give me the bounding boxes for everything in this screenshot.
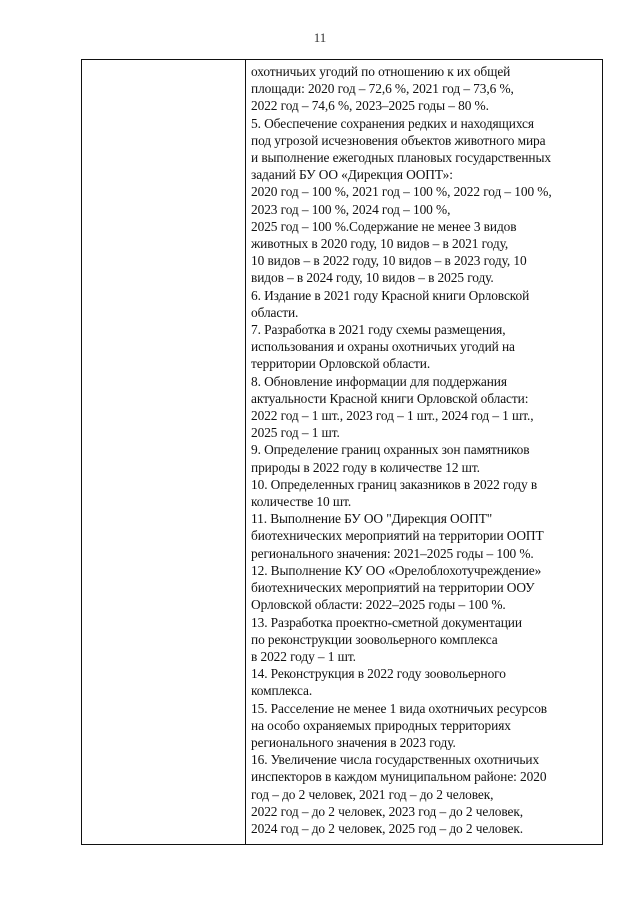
table-left-cell: [82, 60, 246, 844]
text-line: 2025 год – 1 шт.: [251, 425, 340, 441]
text-line: области.: [251, 304, 299, 320]
text-line: регионального значения: 2021–2025 годы – 100 %.: [251, 545, 534, 561]
text-line: заданий БУ ОО «Дирекция ООПТ»:: [251, 167, 453, 183]
text-line: 15. Расселение не менее 1 вида охотничьих ресурсов: [251, 700, 548, 716]
text-line: 2024 год – до 2 человек, 2025 год – до 2 человек.: [251, 820, 524, 836]
text-line: 10 видов – в 2022 году, 10 видов – в 2023 году, 10: [251, 253, 527, 269]
text-line: 12. Выполнение КУ ОО «Орелоблохотучреждение»: [251, 562, 542, 578]
text-line: 6. Издание в 2021 году Красной книги Орловской: [251, 287, 530, 303]
text-line: в 2022 году – 1 шт.: [251, 648, 356, 664]
text-line: 7. Разработка в 2021 году схемы размещения,: [251, 322, 506, 338]
text-line: комплекса.: [251, 683, 313, 699]
text-line: территории Орловской области.: [251, 356, 431, 372]
text-line: 2025 год – 100 %.Содержание не менее 3 видов: [251, 218, 517, 234]
text-line: под угрозой исчезновения объектов животного мира: [251, 132, 546, 148]
text-line: 11. Выполнение БУ ОО "Дирекция ООПТ": [251, 511, 493, 527]
text-line: 2022 год – 74,6 %, 2023–2025 годы – 80 %.: [251, 98, 489, 114]
text-line: природы в 2022 году в количестве 12 шт.: [251, 459, 480, 475]
table-right-cell: [246, 60, 602, 844]
text-line: регионального значения в 2023 году.: [251, 734, 456, 750]
text-line: 16. Увеличение числа государственных охотничьих: [251, 752, 540, 768]
text-line: 14. Реконструкция в 2022 году зоовольерного: [251, 666, 506, 682]
text-line: количестве 10 шт.: [251, 494, 352, 510]
text-line: по реконструкции зоовольерного комплекса: [251, 631, 498, 647]
text-line: 9. Определение границ охранных зон памятников: [251, 442, 530, 458]
page-number: 11: [313, 30, 327, 45]
text-line: 2022 год – до 2 человек, 2023 год – до 2 человек,: [251, 803, 524, 819]
text-line: год – до 2 человек, 2021 год – до 2 человек,: [251, 786, 494, 802]
text-line: 13. Разработка проектно-сметной документации: [251, 614, 522, 630]
document-table: [81, 59, 603, 845]
text-line: Орловской области: 2022–2025 годы – 100 %.: [251, 597, 506, 613]
text-line: охотничьих угодий по отношению к их общей: [251, 64, 511, 79]
text-line: животных в 2020 году, 10 видов – в 2021 году,: [251, 236, 509, 252]
text-line: видов – в 2024 году, 10 видов – в 2025 году.: [251, 270, 494, 286]
text-line: 5. Обеспечение сохранения редких и находящихся: [251, 115, 534, 131]
text-line: 2022 год – 1 шт., 2023 год – 1 шт., 2024 год – 1 шт.,: [251, 408, 534, 424]
text-line: площади: 2020 год – 72,6 %, 2021 год – 73,6 %,: [251, 81, 514, 97]
text-line: 2020 год – 100 %, 2021 год – 100 %, 2022 год – 100 %,: [251, 184, 552, 200]
text-line: и выполнение ежегодных плановых государственных: [251, 150, 551, 166]
text-line: инспекторов в каждом муниципальном районе: 2020: [251, 769, 547, 785]
text-line: биотехнических мероприятий на территории ООПТ: [251, 528, 544, 544]
text-line: биотехнических мероприятий на территории ООУ: [251, 580, 535, 596]
text-line: 2023 год – 100 %, 2024 год – 100 %,: [251, 201, 451, 217]
text-line: использования и охраны охотничьих угодий на: [251, 339, 515, 355]
text-line: на особо охраняемых природных территориях: [251, 717, 511, 733]
text-line: актуальности Красной книги Орловской области:: [251, 390, 529, 406]
text-line: 10. Определенных границ заказников в 2022 году в: [251, 476, 538, 492]
text-line: 8. Обновление информации для поддержания: [251, 373, 507, 389]
